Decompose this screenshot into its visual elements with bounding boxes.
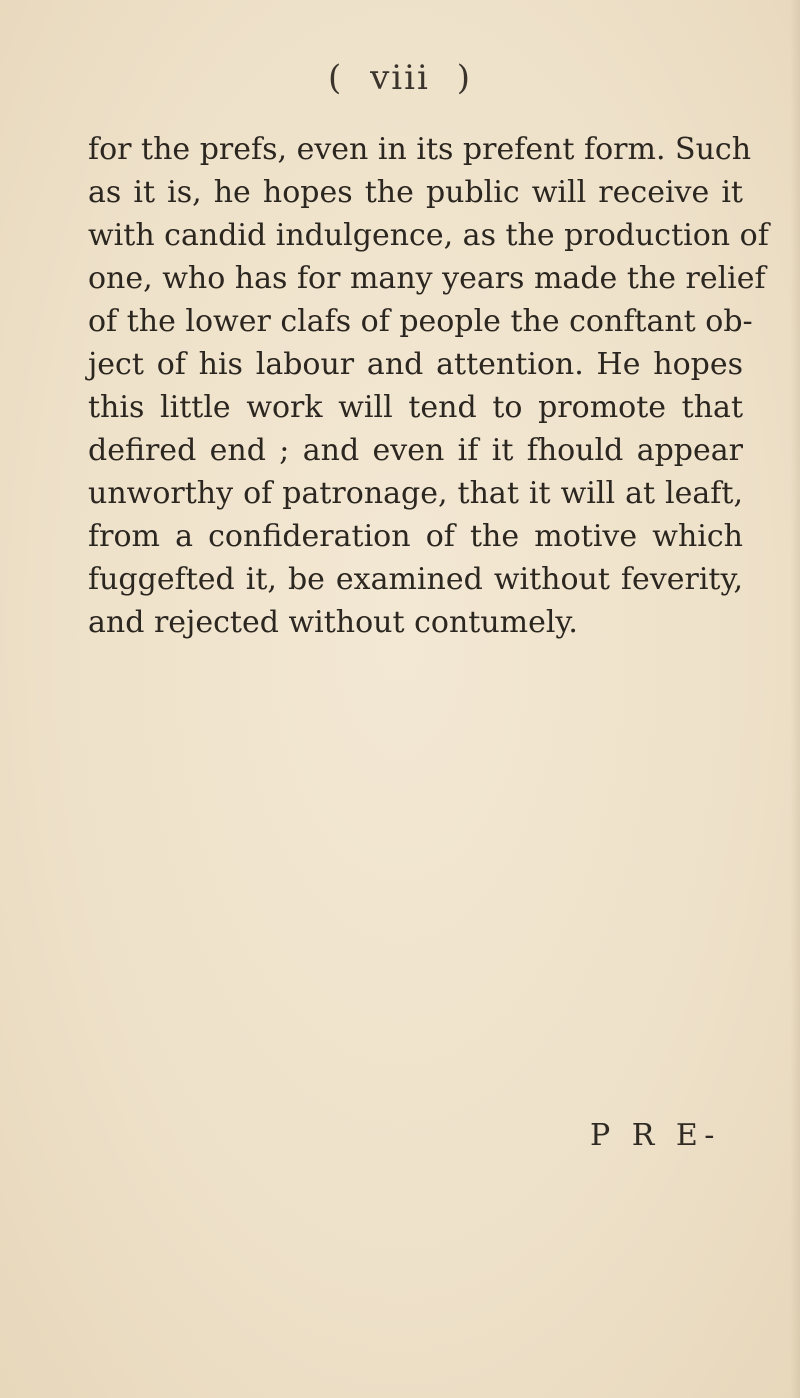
text-line: fuggefted it, be examined without feverity,	[88, 562, 743, 597]
text-line: from a confideration of the motive which	[88, 519, 743, 554]
page-number: ( viii )	[328, 58, 472, 98]
text-line: and rejected without contumely.	[88, 605, 578, 640]
text-line: of the lower clafs of people the conftant ob-	[88, 304, 753, 339]
body-paragraph	[88, 128, 769, 644]
text-line: unworthy of patronage, that it will at leaft,	[88, 476, 743, 511]
text-line: defired end ; and even if it fhould appear	[88, 433, 743, 468]
text-line: this little work will tend to promote that	[88, 390, 743, 425]
text-line: with candid indulgence, as the production of	[88, 218, 769, 253]
text-line: one, who has for many years made the relief	[88, 261, 766, 296]
page-edge-shadow	[790, 0, 800, 1398]
text-line: as it is, he hopes the public will receive it	[88, 175, 743, 210]
text-line: for the prefs, even in its prefent form. Such	[88, 132, 752, 167]
catchword: P R E-	[590, 1118, 721, 1153]
text-line: ject of his labour and attention. He hopes	[88, 347, 743, 382]
